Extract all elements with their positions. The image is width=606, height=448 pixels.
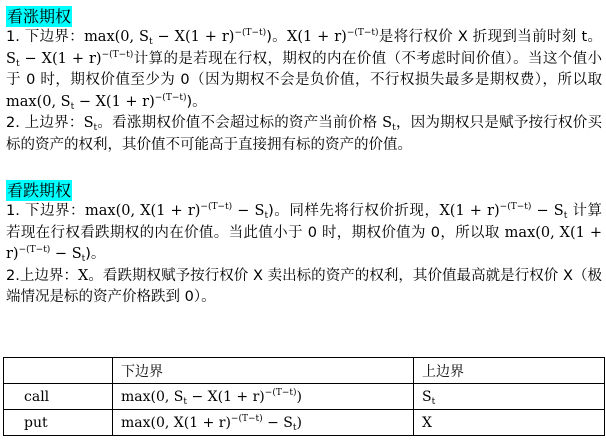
call-intrinsic-formula: $S_t - X(1 + r)^{-(T-t)}$	[6, 49, 134, 69]
put-upper-bound-prefix: 2.上边界：	[6, 267, 79, 284]
table-row	[4, 384, 605, 410]
put-option-section	[6, 180, 602, 309]
call-option-heading: 看涨期权	[7, 7, 72, 26]
call-discount-formula: $X(1 + r)^{-(T-t)}$	[287, 28, 379, 45]
table-cell-call-upper: $S_t$	[414, 384, 605, 410]
put-lower-bound-paragraph: 1. 下边界：max(0, $X(1 + r)^{-(T-t)} - S_t$)。同样先将行权价折现，$X(1 + r)^{-(T-t)} - S_t$ 计算若现在行权看跌期权的内在价值。当此值小于 0 时，期权价值为 0，所以取 max(0, $X(1 + r)^{-(T-t)} - S_t$)。	[6, 202, 603, 264]
call-max-formula: max(0, $S_t - X(1 + r)^{-(T-t)}$	[6, 92, 187, 112]
call-option-section	[6, 6, 602, 156]
put-max-formula: max(0, $X(1 + r)^{-(T-t)} - S_t$	[6, 224, 602, 264]
put-lower-bound-formula: max(0, $X(1 + r)^{-(T-t)} - S_t$	[85, 202, 269, 221]
table-header-upper-bound: 上边界	[414, 358, 605, 384]
table-row	[4, 410, 605, 436]
call-lower-bound-prefix: 1. 下边界：	[6, 29, 85, 45]
bounds-summary-table	[3, 357, 605, 436]
table-row-label-put: put	[4, 410, 113, 436]
put-discount-text: 同样先将行权价折现，	[289, 203, 440, 219]
call-upper-formula: $S_t$	[83, 115, 98, 133]
put-intrinsic-text: 计算若现在行权看跌期权的内在价值。当此值小于 0 时，期权价值为 0，所以取	[6, 203, 603, 241]
table-header-empty	[4, 358, 113, 384]
call-upper-bound-prefix: 2. 上边界：	[6, 115, 84, 131]
table-header-row	[4, 358, 605, 384]
put-upper-bound-paragraph: 2.上边界：X。看跌期权赋予按行权价 X 卖出标的资产的权利，其价值最高就是行权价 X（极端情况是标的资产价格跌到 0）。	[6, 267, 602, 305]
table-header-lower-bound: 下边界	[113, 358, 414, 384]
call-intrinsic-text: 计算的是若现在行权，期权的内在价值（不考虑时间价值）。当这个值小于 0 时，期权价值至少为 0（因为期权不会是负价值，不行权损失最多是期权费），所以取	[6, 50, 603, 88]
put-intrinsic-formula: $X(1 + r)^{-(T-t)} - S_t$	[439, 202, 568, 221]
put-upper-formula: X	[78, 267, 89, 284]
call-discount-text: 是将行权价 X 折现到当前时刻 t。	[378, 29, 602, 45]
put-option-heading: 看跌期权	[7, 181, 72, 200]
call-upper-inline-formula: $S_t$	[382, 115, 396, 133]
call-lower-bound-formula: max(0, $S_t - X(1 + r)^{-(T-t)}$	[84, 28, 267, 47]
put-lower-bound-prefix: 1. 下边界：	[6, 203, 86, 219]
table-cell-put-lower: max(0, $X(1 + r)^{-(T-t)} - S_t$)	[113, 410, 414, 436]
table-row-label-call: call	[4, 384, 113, 410]
call-lower-bound-paragraph: 1. 下边界：max(0, $S_t - X(1 + r)^{-(T-t)}$)。$X(1 + r)^{-(T-t)}$是将行权价 X 折现到当前时刻 t。$S_t - X(1 + r)^{-(T-t)}$计算的是若现在行权，期权的内在价值（不考虑时间价值）。当这个值小于 0 时，期权价值至少为 0（因为期权不会是负价值，不行权损失最多是期权费），所以取 max(0, $S_t - X(1 + r)^{-(T-t)}$)。	[6, 28, 603, 112]
table-cell-call-lower: max(0, $S_t - X(1 + r)^{-(T-t)}$)	[113, 384, 414, 410]
call-upper-bound-paragraph: 2. 上边界：$S_t$。看涨期权价值不会超过标的资产当前价格 $S_t$，因为期权只是赋予按行权价买标的资产的权利，其价值不可能高于直接拥有标的资产的价值。	[6, 115, 602, 153]
table-cell-put-upper: X	[414, 410, 605, 436]
